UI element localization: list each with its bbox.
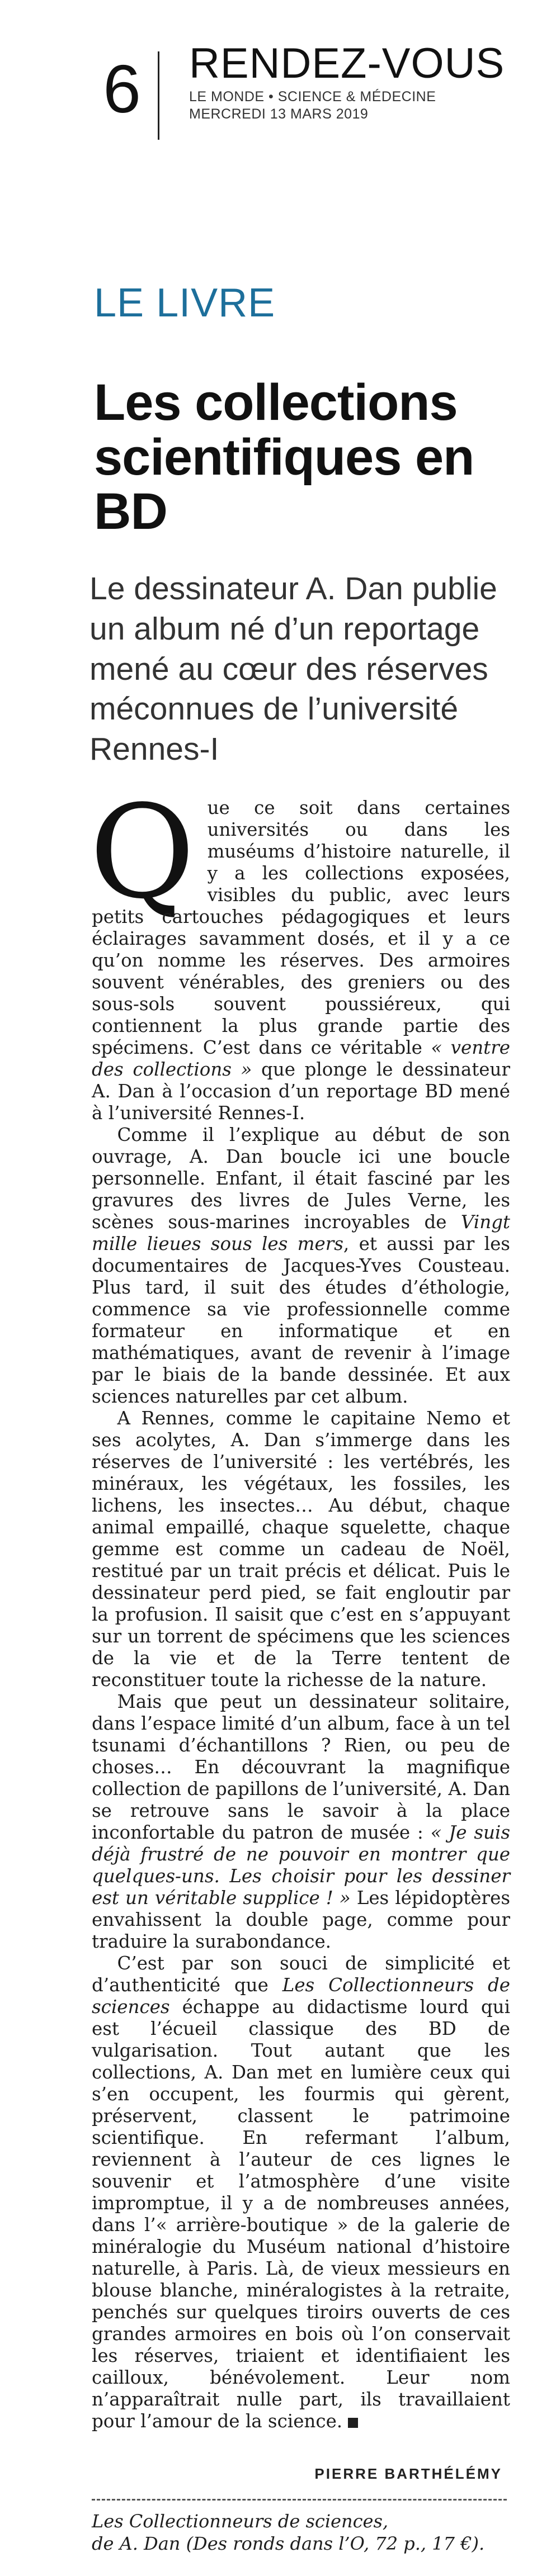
standfirst: Le dessinateur A. Dan publie un album né d’un reportage mené au cœur des réserves méconnues de l’université Rennes-I	[90, 571, 497, 768]
book-title: Les Collectionneurs de sciences,	[92, 2511, 389, 2532]
article-body	[90, 778, 510, 2432]
masthead-divider	[158, 51, 159, 140]
paragraph-2: Comme il l’explique au début de son ouvrage, A. Dan boucle ici une boucle personnelle. Enfant, il était fasciné par les gravures des livres de Jules Verne, les scènes sous-marines incroyables de Vingt mille lieues sous les mers, et aussi par les documentaires de Jacques-Yves Cousteau. Plus tard, il suit des études d’éthologie, commence sa vie professionnelle comme formateur en informatique et en mathématiques, avant de revenir à l’image par le biais de la bande dessinée. Et aux sciences naturelles par cet album.	[92, 1124, 510, 1407]
author-byline: PIERRE BARTHÉLÉMY	[314, 2465, 502, 2482]
book-credits	[92, 2510, 510, 2555]
dashed-divider	[92, 2499, 507, 2501]
paragraph-3: A Rennes, comme le capitaine Nemo et ses acolytes, A. Dan s’immerge dans les réserves de l’université : les vertébrés, les minéraux, les végétaux, les fossiles, les lichens, les insectes… Au début, chaque animal empaillé, chaque squelette, chaque gemme est comme un cadeau de Noël, restitué par un trait précis et délicat. Puis le dessinateur perd pied, se fait engloutir par la profusion. Il saisit que c’est en s’appuyant sur un torrent de spécimens que les sciences de la vie et de la Terre tentent de reconstituer toute la richesse de la nature.	[92, 1408, 510, 1690]
paragraph-4: Mais que peut un dessinateur solitaire, dans l’espace limité d’un album, face à un tel tsunami d’échantillons ? Rien, ou peu de choses… En découvrant la magnifique collection de papillons de l’université, A. Dan se retrouve sans le savoir à la place inconfortable du patron de musée : « Je suis déjà frustré de ne pouvoir en montrer que quelques-uns. Les choisir pour les dessiner est un véritable supplice ! » Les lépidoptères envahissent la double page, comme pour traduire la surabondance.	[92, 1691, 510, 1952]
page-number: 6	[103, 51, 141, 127]
paragraph-5: C’est par son souci de simplicité et d’authenticité que Les Collectionneurs de sciences échappe au didactisme lourd qui est l’écueil classique des BD de vulgarisation. Tout autant que les collections, A. Dan met en lumière ceux qui s’en occupent, les fourmis qui gèrent, préservent, classent le patrimoine scientifique. En refermant l’album, reviennent à l’auteur de ces lignes le souvenir et l’atmosphère d’une visite impromptue, il y a de nombreuses années, dans l’« arrière-boutique » de la galerie de minéralogie du Muséum national d’histoire naturelle, à Paris. Là, de vieux messieurs en blouse blanche, minéralogistes à la retraite, penchés sur quelques tiroirs ouverts de ces grandes armoires en bois où l’on conservait les réserves, triaient et identifiaient les cailloux, bénévolement. Leur nom n’apparaîtrait nulle part, ils travaillaient pour l’amour de la science.	[92, 1953, 510, 2432]
rubric-label: LE LIVRE	[94, 281, 276, 325]
headline: Les collections scientifiques en BD	[94, 374, 474, 541]
book-info: de A. Dan (Des ronds dans l’O, 72 p., 17 €).	[92, 2533, 485, 2554]
section-title: RENDEZ-VOUS	[189, 40, 505, 87]
end-mark-icon	[348, 2418, 358, 2428]
publication-line: LE MONDE • SCIENCE & MÉDECINE	[189, 89, 436, 105]
drop-cap: Q	[90, 778, 195, 927]
paragraph-1: Que ce soit dans certaines universités ou dans les muséums d’histoire naturelle, il y a les collections exposées, visibles du public, avec leurs petits cartouches pédagogiques et leurs éclairages savamment dosés, et il y a ce qu’on nomme les réserves. Des armoires souvent vénérables, des greniers ou des sous-sols souvent poussiéreux, qui contiennent la plus grande partie des spécimens. C’est dans ce véritable « ventre des collections » que plonge le dessinateur A. Dan à l’occasion d’un reportage BD mené à l’université Rennes-I.	[90, 778, 510, 1124]
date-line: MERCREDI 13 MARS 2019	[189, 106, 369, 122]
masthead-text	[189, 42, 537, 124]
